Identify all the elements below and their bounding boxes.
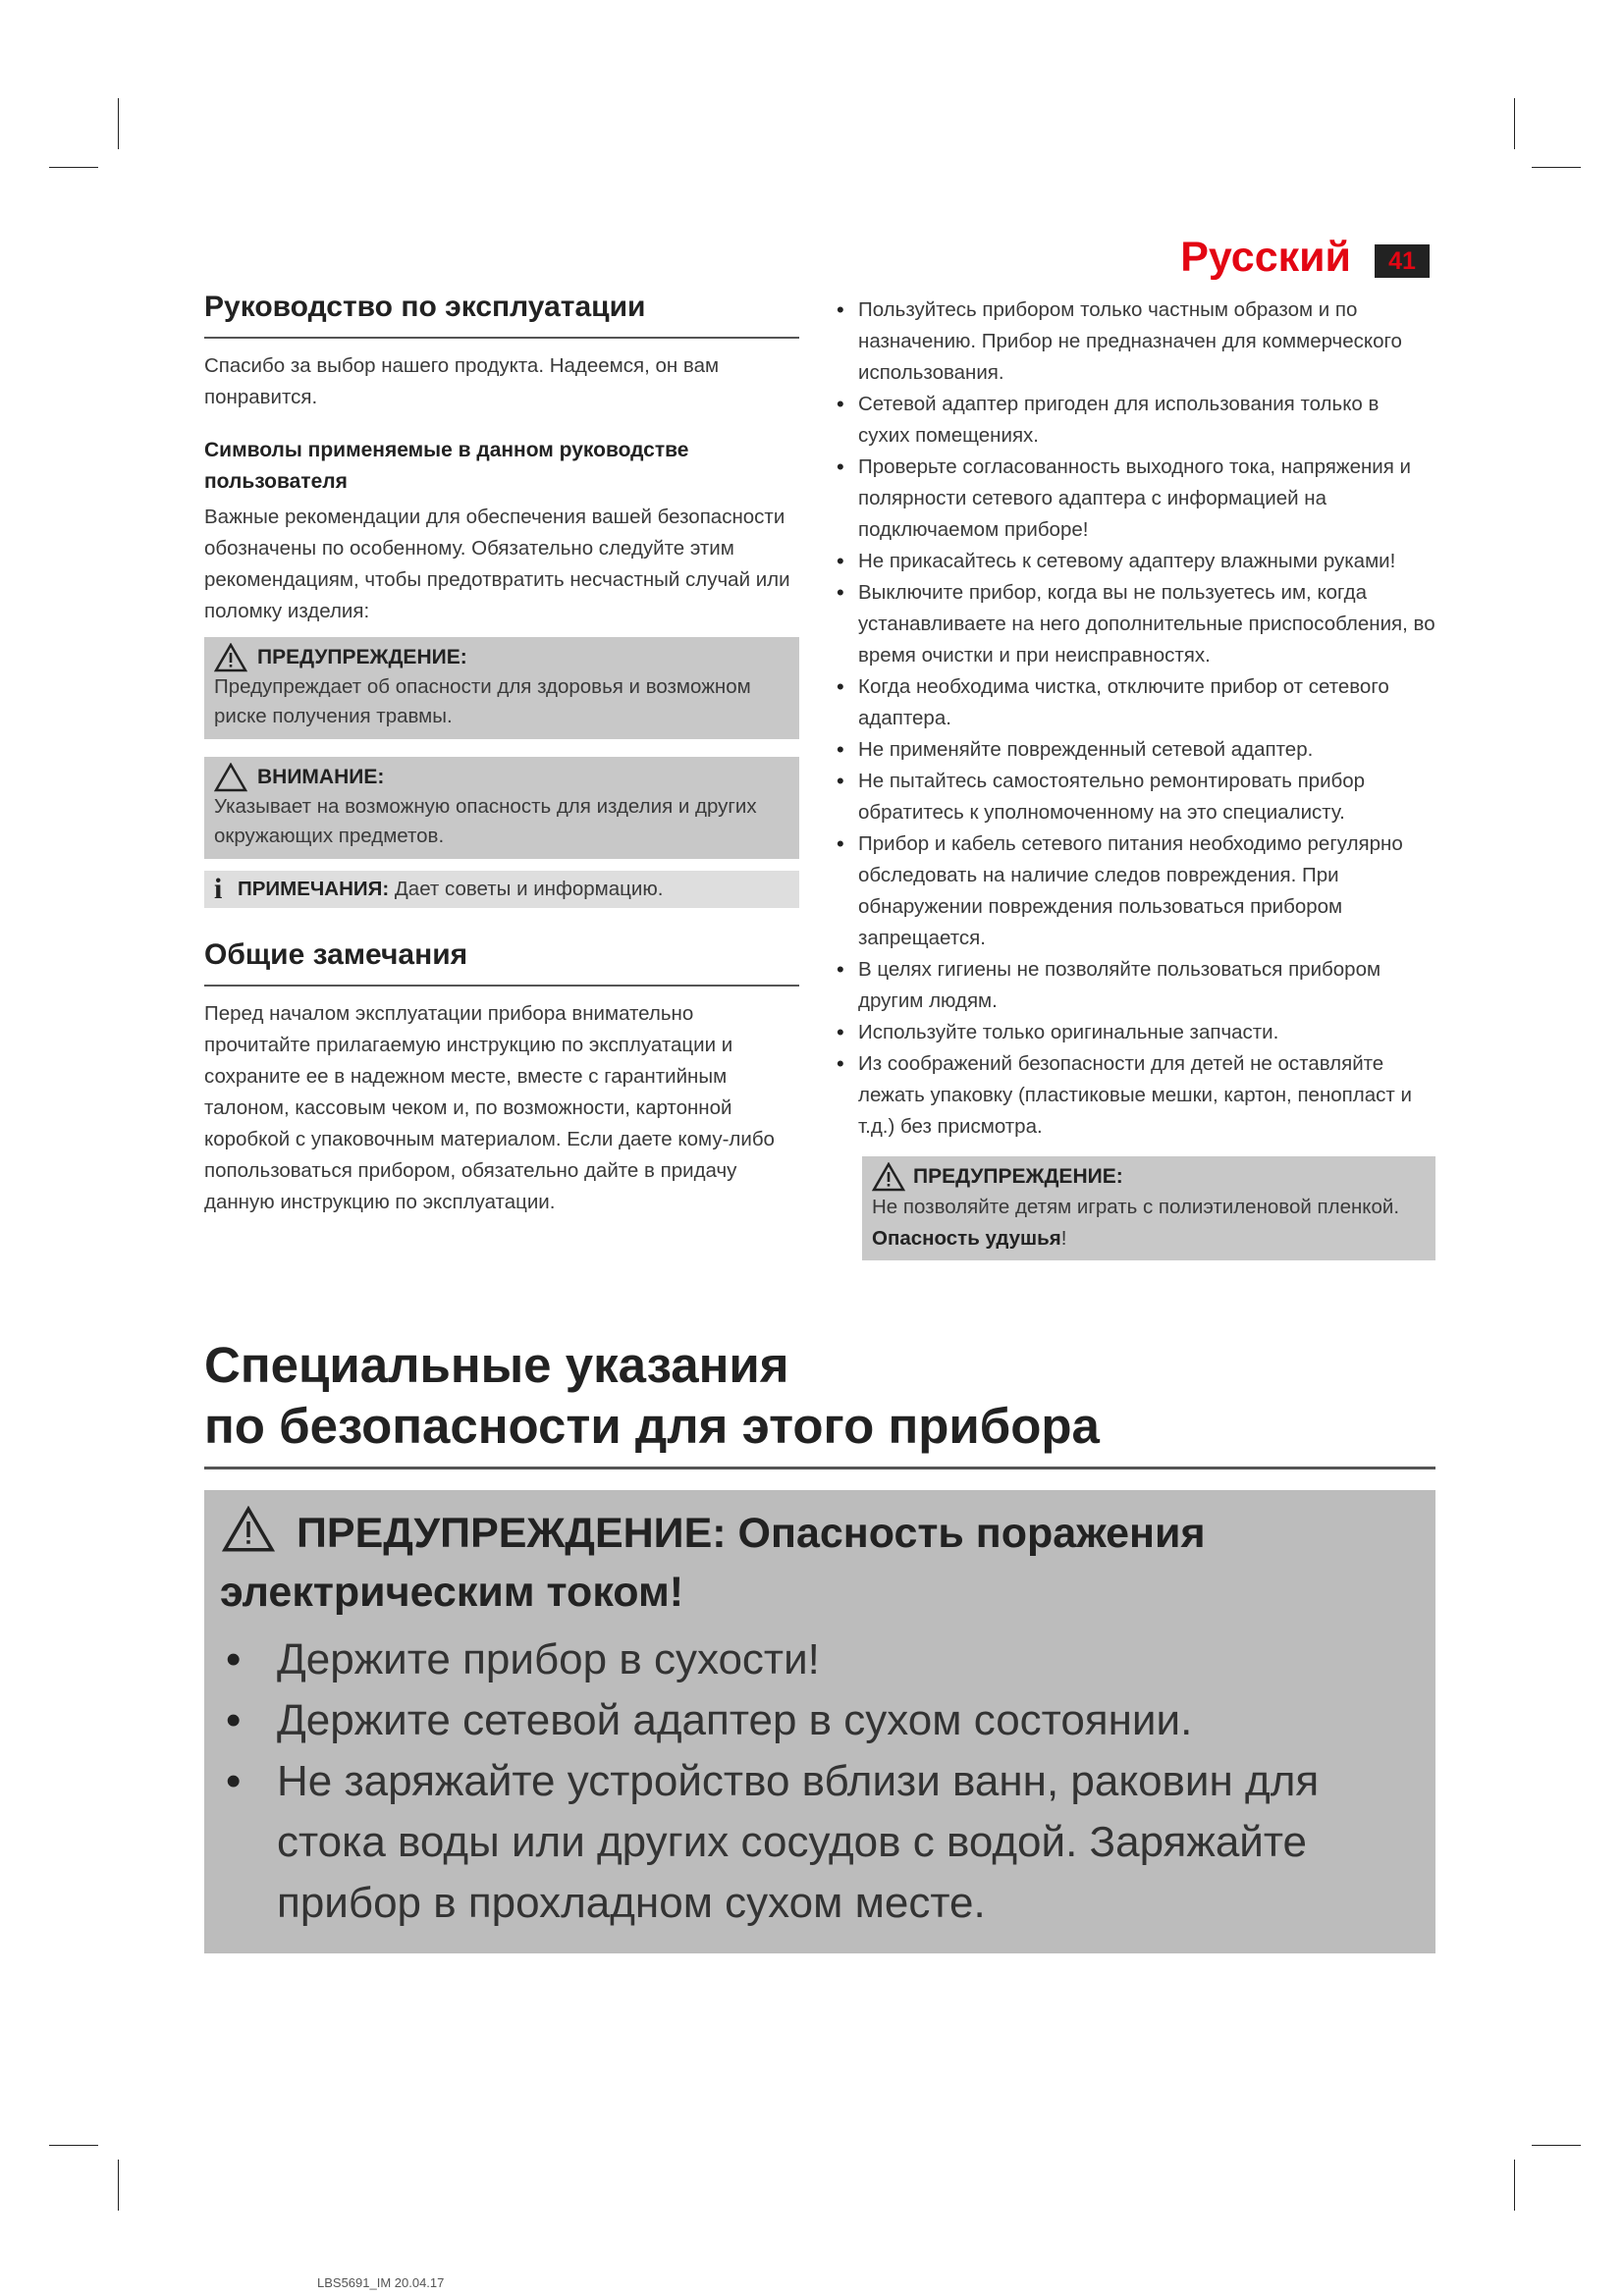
list-item: • Не прикасайтесь к сетевому адаптеру влажными руками! — [837, 549, 1396, 573]
general-title: Общие замечания — [204, 935, 799, 987]
list-item: • Пользуйтесь прибором только частным образом и по назначению. Прибор не предназначен для коммерческого использования. — [837, 297, 1402, 384]
caution-triangle-icon — [214, 763, 247, 792]
list-item: • Используйте только оригинальные запчасти. — [837, 1020, 1279, 1044]
list-item: • Не заряжайте устройство вблизи ванн, раковин для стока воды или других сосудов с водой. Заряжайте прибор в прохладном сухом месте. — [226, 1757, 1320, 1927]
special-title-line2: по безопасности для этого прибора — [204, 1398, 1100, 1454]
exclamation: ! — [1060, 1227, 1067, 1250]
safety-list — [835, 294, 1435, 1143]
crop-mark — [1514, 2160, 1515, 2211]
manual-title: Руководство по эксплуатации — [204, 288, 799, 339]
note-box — [204, 871, 799, 908]
right-column — [835, 294, 1435, 1260]
plastic-warning-box — [862, 1156, 1435, 1260]
page-number: 41 — [1375, 244, 1430, 278]
list-item: • Не применяйте поврежденный сетевой адаптер. — [837, 737, 1314, 762]
caution-text: Указывает на возможную опасность для изделия и других окружающих предметов. — [214, 795, 757, 847]
suffocation-emphasis: Опасность удушья — [872, 1227, 1061, 1250]
info-icon: i — [214, 873, 223, 905]
warning-text: Предупреждает об опасности для здоровья и возможном риске получения травмы. — [214, 675, 751, 727]
crop-mark — [49, 167, 98, 168]
language-label: Русский — [1180, 234, 1351, 281]
warning-triangle-icon — [214, 643, 247, 672]
list-item: • Сетевой адаптер пригоден для использования только в сухих помещениях. — [837, 392, 1380, 447]
warning-box — [204, 637, 799, 739]
electric-warning-title: ПРЕДУПРЕЖДЕНИЕ: Опасность поражения электрическим током! — [220, 1510, 1206, 1616]
list-item: • Проверьте согласованность выходного тока, напряжения и полярности сетевого адаптера с информацией на подключаемом приборе! — [837, 454, 1412, 541]
left-column — [204, 288, 799, 1218]
note-label: ПРИМЕЧАНИЯ: — [238, 878, 390, 900]
warning-triangle-icon — [220, 1506, 277, 1553]
crop-mark — [118, 98, 119, 149]
intro-text: Спасибо за выбор нашего продукта. Надеемся, он вам понравится. — [204, 354, 720, 408]
special-section-title — [204, 1335, 1435, 1469]
electric-warning-list — [220, 1629, 1420, 1934]
warning-label: ПРЕДУПРЕЖДЕНИЕ: — [257, 646, 467, 668]
special-title-line1: Специальные указания — [204, 1337, 789, 1393]
electric-shock-warning-box — [204, 1490, 1435, 1953]
list-item: • Держите сетевой адаптер в сухом состоянии. — [226, 1696, 1193, 1744]
symbols-text: Важные рекомендации для обеспечения вашей безопасности обозначены по особенному. Обязательно следуйте этим рекомендациям, чтобы предотвратить несчастный случай или поломку изделия: — [204, 506, 790, 622]
plastic-warning-text: Не позволяйте детям играть с полиэтиленовой пленкой. — [872, 1196, 1400, 1218]
list-item: • Когда необходима чистка, отключите прибор от сетевого адаптера. — [837, 674, 1389, 729]
document-code: LBS5691_IM 20.04.17 — [317, 2275, 445, 2290]
list-item: • Прибор и кабель сетевого питания необходимо регулярно обследовать на наличие следов повреждения. При обнаружении повреждения пользоваться прибором запрещается. — [837, 831, 1403, 949]
note-text: Дает советы и информацию. — [394, 878, 664, 900]
crop-mark — [1514, 98, 1515, 149]
crop-mark — [49, 2145, 98, 2146]
warning-triangle-icon — [872, 1162, 905, 1192]
crop-mark — [1532, 2145, 1581, 2146]
list-item: • Не пытайтесь самостоятельно ремонтировать прибор обратитесь к уполномоченному на это специалисту. — [837, 769, 1366, 824]
crop-mark — [1532, 167, 1581, 168]
list-item: • В целях гигиены не позволяйте пользоваться прибором другим людям. — [837, 957, 1381, 1012]
plastic-warning-label: ПРЕДУПРЕЖДЕНИЕ: — [913, 1165, 1123, 1188]
list-item: • Из соображений безопасности для детей не оставляйте лежать упаковку (пластиковые мешки, картон, пенопласт и т.д.) без присмотра. — [837, 1051, 1412, 1138]
general-text: Перед началом эксплуатации прибора внимательно прочитайте прилагаемую инструкцию по эксплуатации и сохраните ее в надежном месте, вместе с гарантийным талоном, кассовым чеком и, по возможности, картонной коробкой с упаковочным материалом. Если даете кому-либо попользоваться прибором, обязательно дайте в придачу данную инструкцию по эксплуатации. — [204, 1002, 775, 1213]
list-item: • Выключите прибор, когда вы не пользуетесь им, когда устанавливаете на него дополнительные приспособления, во время очистки и при неисправностях. — [837, 580, 1435, 667]
caution-box — [204, 757, 799, 859]
crop-mark — [118, 2160, 119, 2211]
list-item: • Держите прибор в сухости! — [226, 1635, 820, 1683]
caution-label: ВНИМАНИЕ: — [257, 766, 385, 788]
symbols-title: Символы применяемые в данном руководстве пользователя — [204, 439, 689, 493]
